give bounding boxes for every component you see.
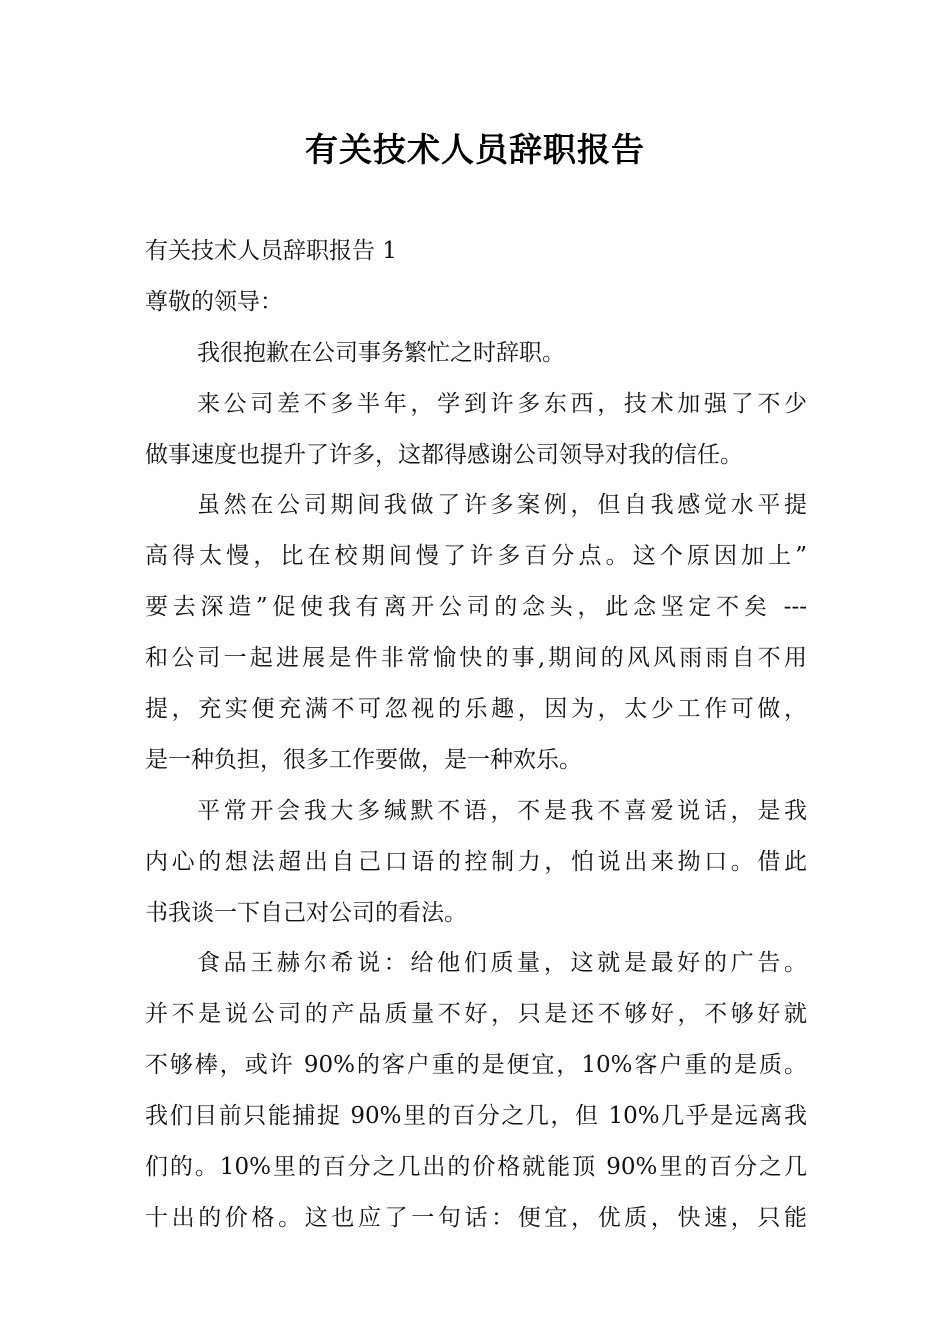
body-line: 尊敬的领导： (145, 288, 283, 315)
body-line: 要去深造”促使我有离开公司的念头，此念坚定不矣 --- (145, 594, 807, 621)
body-line: 做事速度也提升了许多，这都得感谢公司领导对我的信任。 (145, 441, 743, 468)
body-line: 我很抱歉在公司事务繁忙之时辞职。 (197, 339, 565, 366)
body-line: 食品王赫尔希说：给他们质量，这就是最好的广告。 (197, 950, 807, 977)
body-line: 高得太慢，比在校期间慢了许多百分点。这个原因加上” (145, 543, 807, 570)
body-line: 并不是说公司的产品质量不好，只是还不够好，不够好就 (145, 1001, 807, 1028)
body-line: 提，充实便充满不可忽视的乐趣，因为，太少工作可做， (145, 696, 807, 723)
body-line: 来公司差不多半年，学到许多东西，技术加强了不少 (197, 390, 807, 417)
body-line: 十出的价格。这也应了一句话：便宜，优质，快速，只能 (145, 1204, 807, 1231)
body-line: 我们目前只能捕捉 90%里的百分之几，但 10%几乎是远离我 (145, 1103, 807, 1130)
body-line: 有关技术人员辞职报告 1 (145, 238, 397, 264)
document-title: 有关技术人员辞职报告 (305, 130, 645, 169)
body-line: 书我谈一下自己对公司的看法。 (145, 899, 467, 926)
body-line: 是一种负担，很多工作要做，是一种欢乐。 (145, 746, 582, 773)
body-line: 和公司一起进展是件非常愉快的事,期间的风风雨雨自不用 (145, 645, 807, 672)
document-body (145, 226, 807, 1244)
body-line: 不够棒，或许 90%的客户重的是便宜，10%客户重的是质。 (145, 1052, 807, 1079)
body-line: 虽然在公司期间我做了许多案例，但自我感觉水平提 (197, 492, 807, 519)
body-line: 内心的想法超出自己口语的控制力，怕说出来拗口。借此 (145, 848, 807, 875)
body-line: 们的。10%里的百分之几出的价格就能顶 90%里的百分之几 (145, 1154, 807, 1181)
body-line: 平常开会我大多缄默不语，不是我不喜爱说话，是我 (197, 797, 807, 824)
